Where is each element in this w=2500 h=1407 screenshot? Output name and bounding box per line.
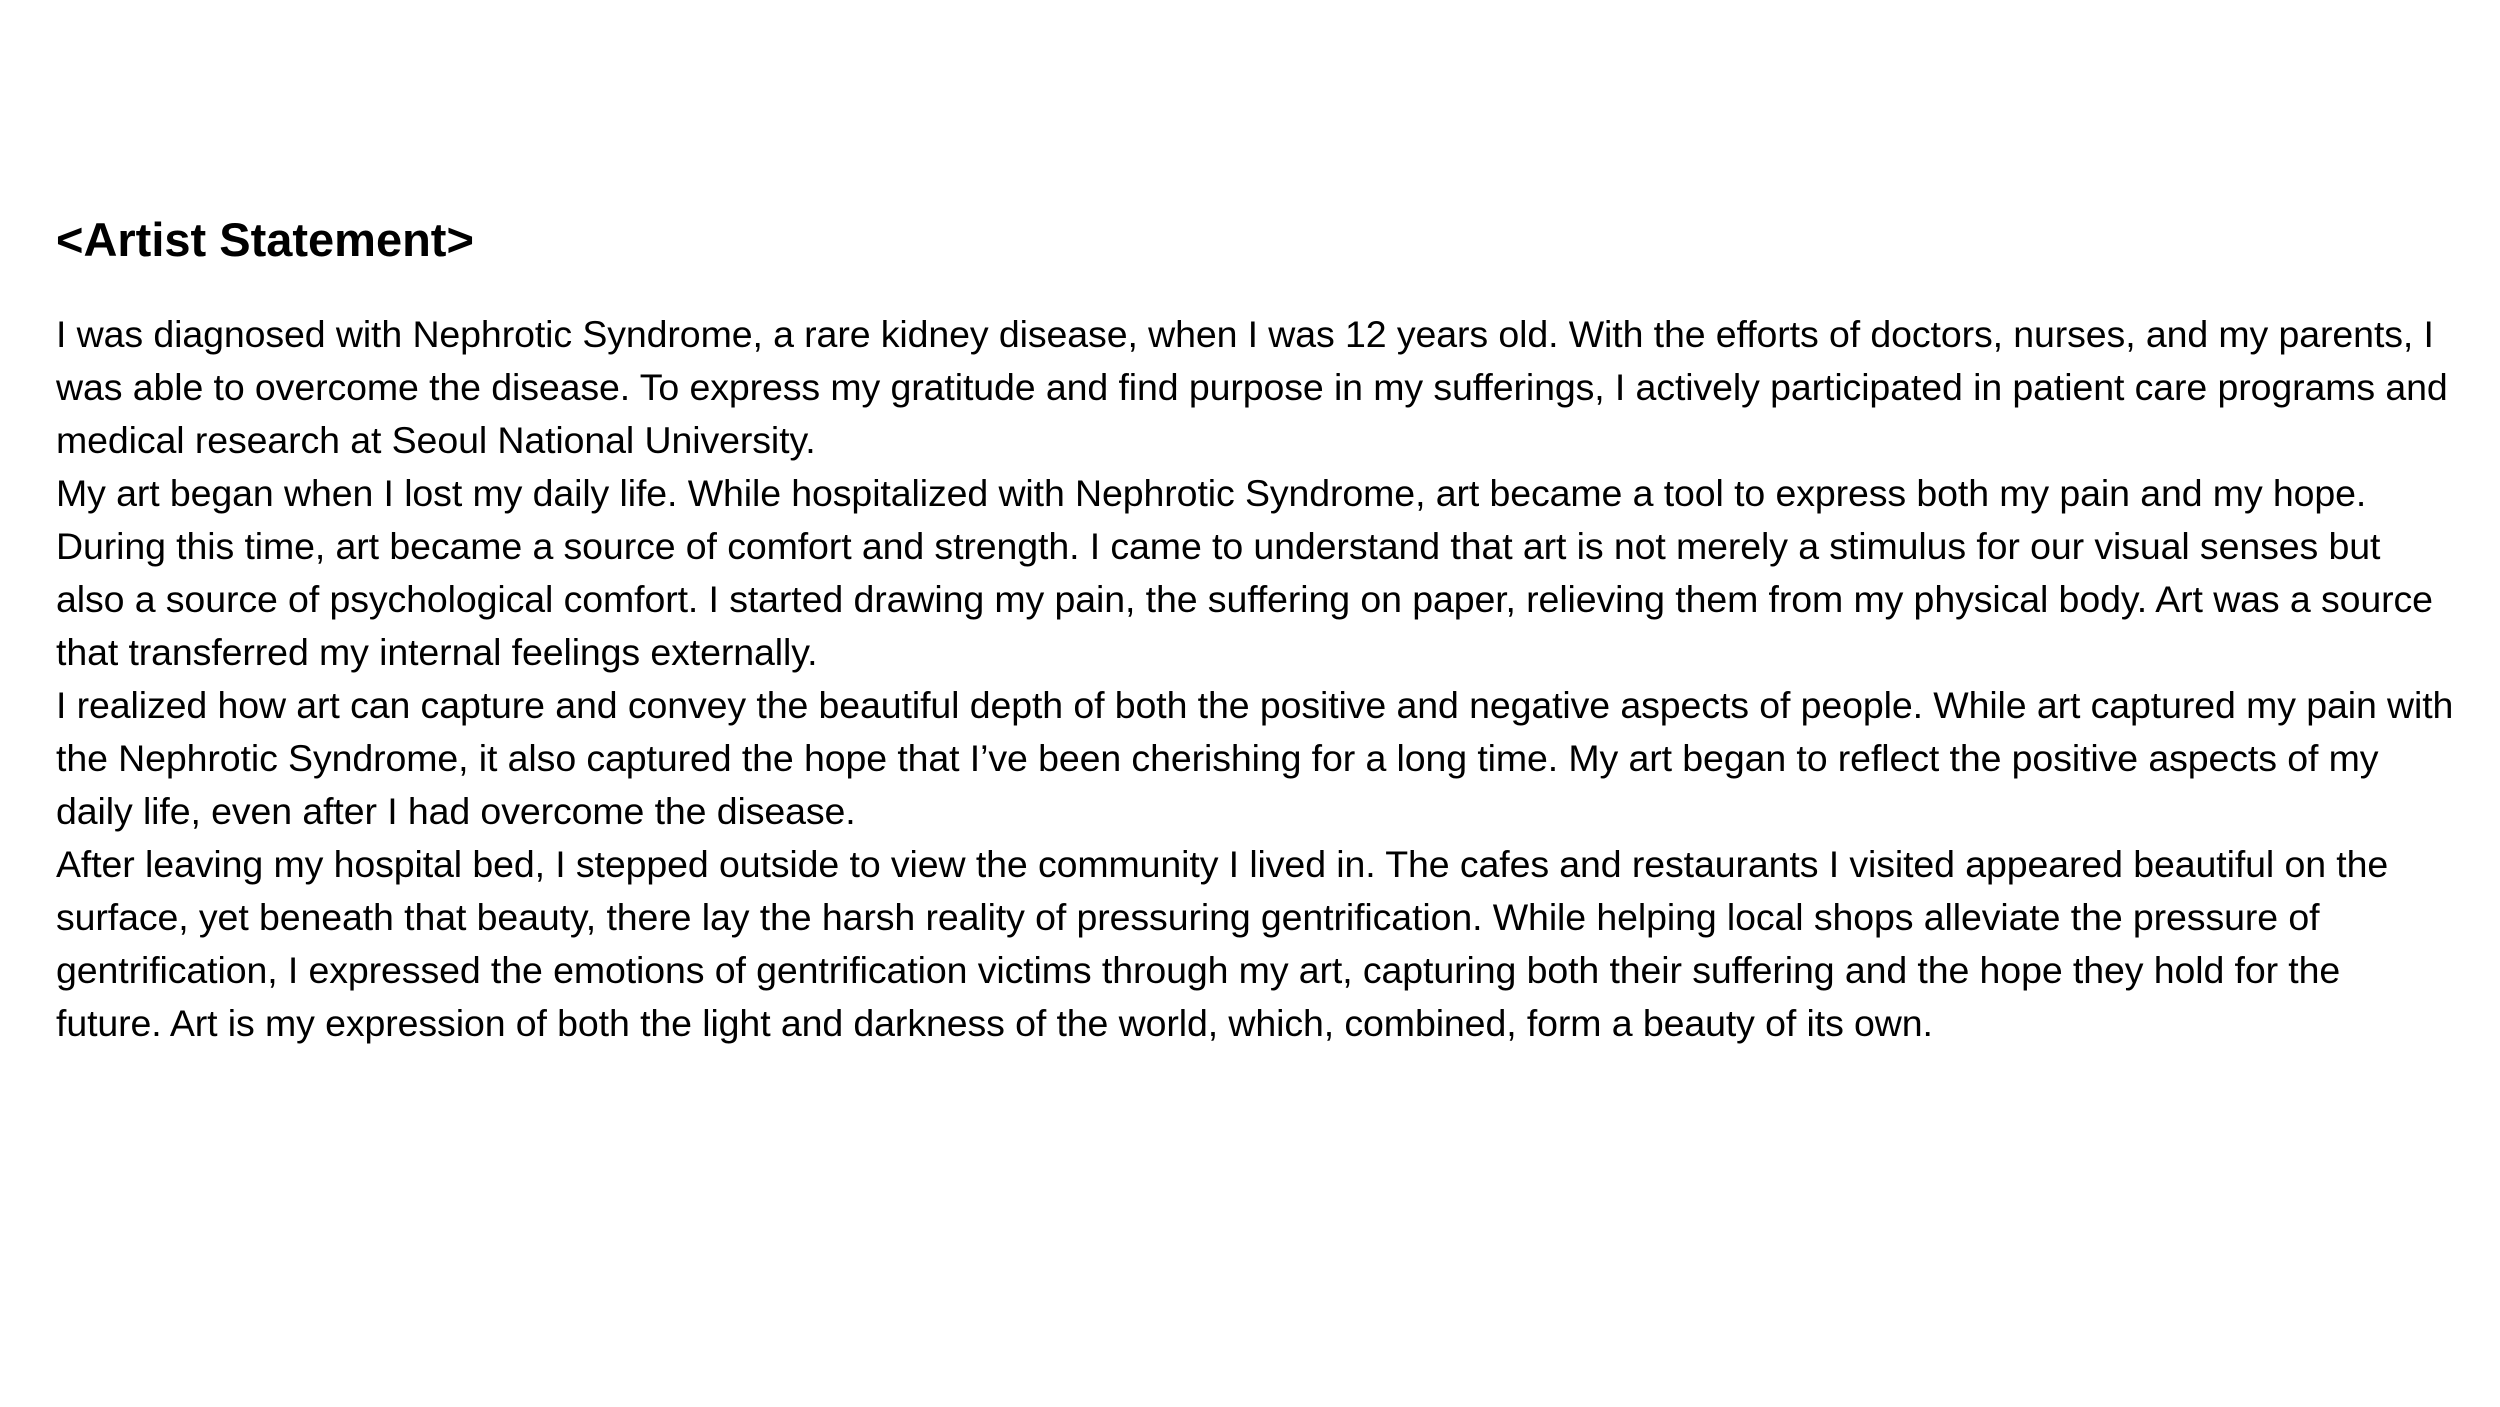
paragraph-diagnosis: I was diagnosed with Nephrotic Syndrome, a rare kidney disease, when I was 12 years old. With the efforts of doctors, nurses, and my parents, I was able to overcome the disease. To express my gratitude and find purpose in my sufferings, I actively participated in patient care programs and medical research at Seoul National University.	[56, 313, 2448, 461]
paragraph-art-beginning: My art began when I lost my daily life. While hospitalized with Nephrotic Syndrome, art became a tool to express both my pain and my hope. During this time, art became a source of comfort and strength. I came to understand that art is not merely a stimulus for our visual senses but also a source of psychological comfort. I started drawing my pain, the suffering on paper, relieving them from my physical body. Art was a source that transferred my internal feelings externally.	[56, 472, 2433, 673]
document-page	[56, 210, 2456, 1050]
paragraph-art-depth: I realized how art can capture and convey the beautiful depth of both the positive and negative aspects of people. While art captured my pain with the Nephrotic Syndrome, it also captured the hope that I’ve been cherishing for a long time. My art began to reflect the positive aspects of my daily life, even after I had overcome the disease.	[56, 684, 2454, 832]
paragraph-gentrification: After leaving my hospital bed, I stepped outside to view the community I lived in. The cafes and restaurants I visited appeared beautiful on the surface, yet beneath that beauty, there lay the harsh reality of pressuring gentrification. While helping local shops alleviate the pressure of gentrification, I expressed the emotions of gentrification victims through my art, capturing both their suffering and the hope they hold for the future. Art is my expression of both the light and darkness of the world, which, combined, form a beauty of its own.	[56, 843, 2389, 1044]
document-title: <Artist Statement>	[56, 213, 474, 266]
